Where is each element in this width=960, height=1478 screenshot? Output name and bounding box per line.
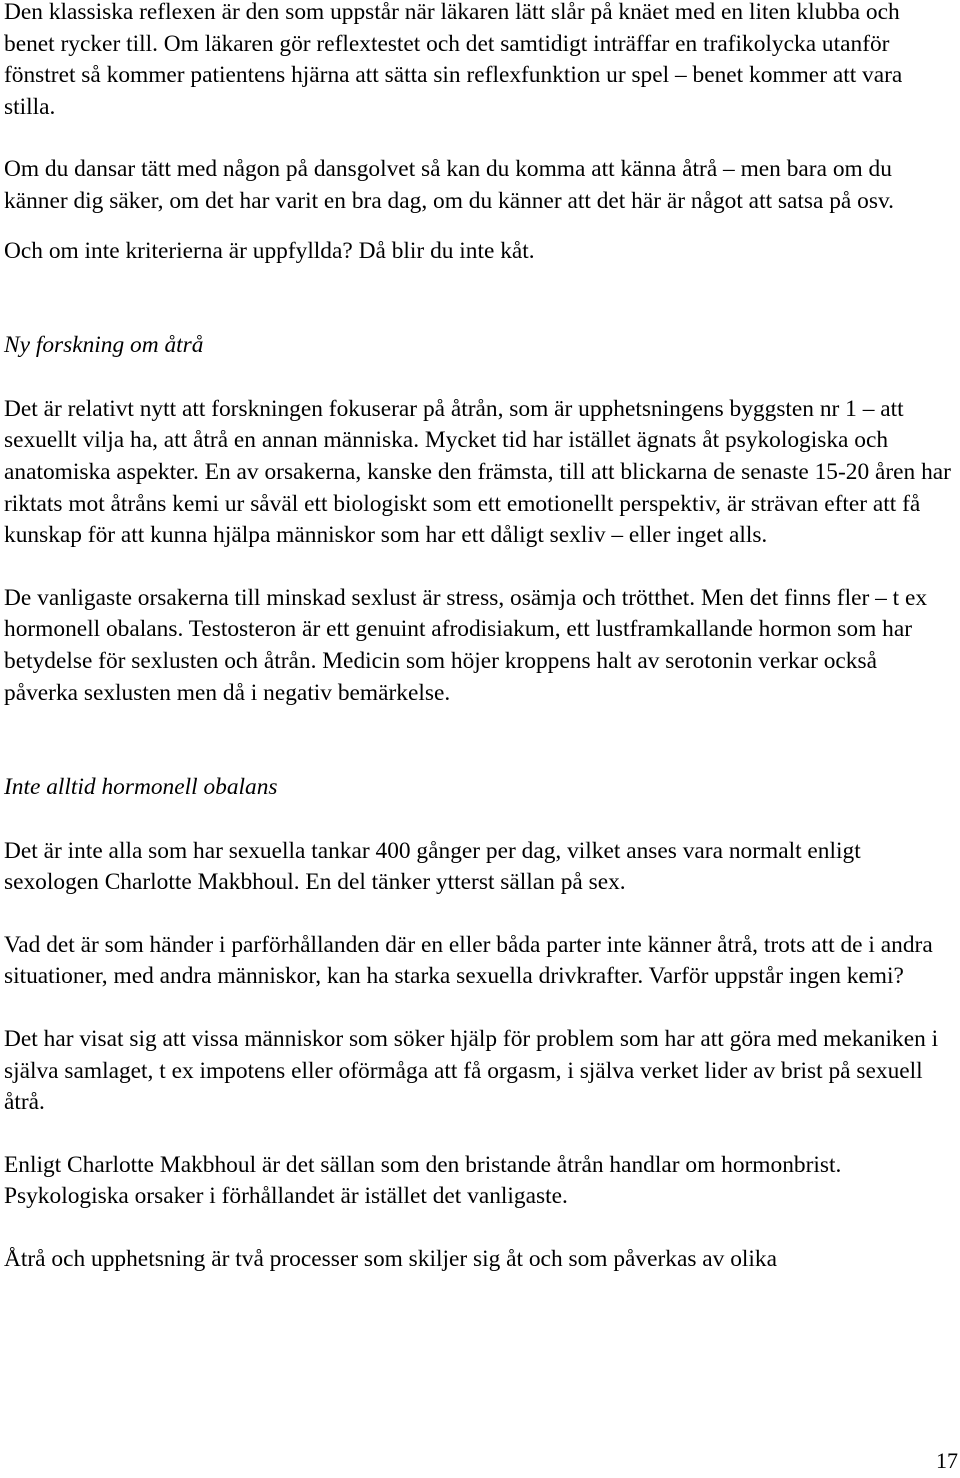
paragraph-criteria: Och om inte kriterierna är uppfyllda? Då blir du inte kåt.	[4, 237, 535, 264]
section-heading-hormones: Inte alltid hormonell obalans	[4, 774, 278, 801]
document-page	[4, 0, 956, 1276]
page-number: 17	[936, 1448, 958, 1473]
paragraph-research: Det är relativt nytt att forskningen fokuserar på åtrån, som är upphetsningens byggsten nr 1 – att sexuellt vilja ha, att åtrå en annan människa. Mycket tid har istället ägnats åt psykologiska och anatomiska aspekter. En av orsakerna, kanske den främsta, till att blickarna de senaste 15-20 åren har riktats mot åtråns kemi ur såväl ett biologiskt som ett emotionellt perspektiv, är strävan efter att få kunskap för att kunna hjälpa människor som har ett dåligt sexliv – eller inget alls.	[4, 395, 951, 549]
paragraph-reflex: Den klassiska reflexen är den som uppstår när läkaren lätt slår på knäet med en liten klubba och benet rycker till. Om läkaren gör reflextestet och det samtidigt inträffar en trafikolycka utanför fönstret så kommer patientens hjärna att sätta sin reflexfunktion ur spel – benet kommer att vara stilla.	[4, 0, 903, 120]
paragraph-hormone-deficiency: Enligt Charlotte Makbhoul är det sällan som den bristande åtrån handlar om hormonbrist. Psykologiska orsaker i förhållandet är istället det vanligaste.	[4, 1151, 842, 1210]
paragraph-thoughts: Det är inte alla som har sexuella tankar 400 gånger per dag, vilket anses vara normalt enligt sexologen Charlotte Makbhoul. En del tänker ytterst sällan på sex.	[4, 837, 861, 896]
paragraph-processes: Åtrå och upphetsning är två processer som skiljer sig åt och som påverkas av olika	[4, 1246, 777, 1273]
paragraph-dance: Om du dansar tätt med någon på dansgolvet så kan du komma att känna åtrå – men bara om du känner dig säker, om det har varit en bra dag, om du känner att det här är något att satsa på osv.	[4, 156, 894, 214]
section-heading-research: Ny forskning om åtrå	[4, 332, 204, 359]
paragraph-causes: De vanligaste orsakerna till minskad sexlust är stress, osämja och trötthet. Men det finns fler – t ex hormonell obalans. Testosteron är ett genuint afrodisiakum, ett lustframkallande hormon som har betydelse för sexlusten och åtrån. Medicin som höjer kroppens halt av serotonin verkar också påverka sexlusten men då i negativ bemärkelse.	[4, 584, 928, 706]
paragraph-relationships: Vad det är som händer i parförhållanden där en eller båda parter inte känner åtrå, trots att de i andra situationer, med andra människor, kan ha starka sexuella drivkrafter. Varför uppstår ingen kemi?	[4, 931, 933, 990]
paragraph-mechanics: Det har visat sig att vissa människor som söker hjälp för problem som har att göra med mekaniken i själva samlaget, t ex impotens eller oförmåga att få orgasm, i själva verket lider av brist på sexuell åtrå.	[4, 1026, 939, 1116]
